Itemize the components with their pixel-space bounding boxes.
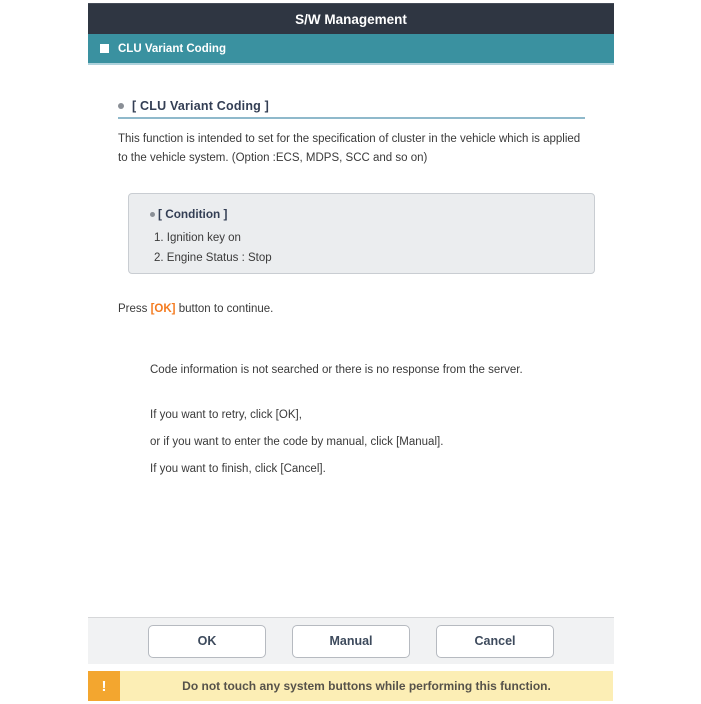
page-title: S/W Management (295, 11, 407, 27)
server-error-message: Code information is not searched or there is no response from the server. (150, 364, 523, 376)
condition-title (150, 207, 584, 221)
press-prefix: Press (118, 303, 151, 315)
press-suffix: button to continue. (175, 303, 274, 315)
retry-instruction: If you want to retry, click [OK], (150, 409, 302, 421)
ok-highlight: [OK] (150, 303, 176, 315)
warning-text: Do not touch any system buttons while performing this function. (182, 679, 551, 693)
manual-instruction: or if you want to enter the code by manual, click [Manual]. (150, 436, 444, 448)
button-bar (88, 617, 614, 664)
condition-item: 2. Engine Status : Stop (154, 252, 272, 264)
press-ok-instruction (118, 303, 273, 315)
bullet-dot-icon (150, 212, 155, 217)
function-description: This function is intended to set for the specification of cluster in the vehicle which is applied to the vehicle system. (Option :ECS, MDPS, SCC and so on) (118, 133, 581, 164)
warning-bar (88, 671, 613, 701)
cancel-button[interactable]: Cancel (436, 625, 554, 658)
bullet-dot-icon (118, 103, 124, 109)
finish-instruction: If you want to finish, click [Cancel]. (150, 463, 326, 475)
function-header-label: CLU Variant Coding (118, 42, 226, 55)
titlebar (88, 3, 614, 34)
manual-button[interactable]: Manual (292, 625, 410, 658)
condition-item: 1. Ignition key on (154, 232, 241, 244)
condition-box (128, 193, 595, 274)
ok-button[interactable]: OK (148, 625, 266, 658)
section-heading (118, 99, 269, 113)
square-bullet-icon (100, 44, 109, 53)
exclamation-glyph: ! (101, 677, 107, 695)
section-heading-label: [ CLU Variant Coding ] (132, 99, 270, 113)
condition-title-label: [ Condition ] (158, 207, 228, 221)
section-divider (118, 117, 585, 119)
exclamation-icon (88, 671, 120, 701)
function-header-bar (88, 34, 614, 65)
